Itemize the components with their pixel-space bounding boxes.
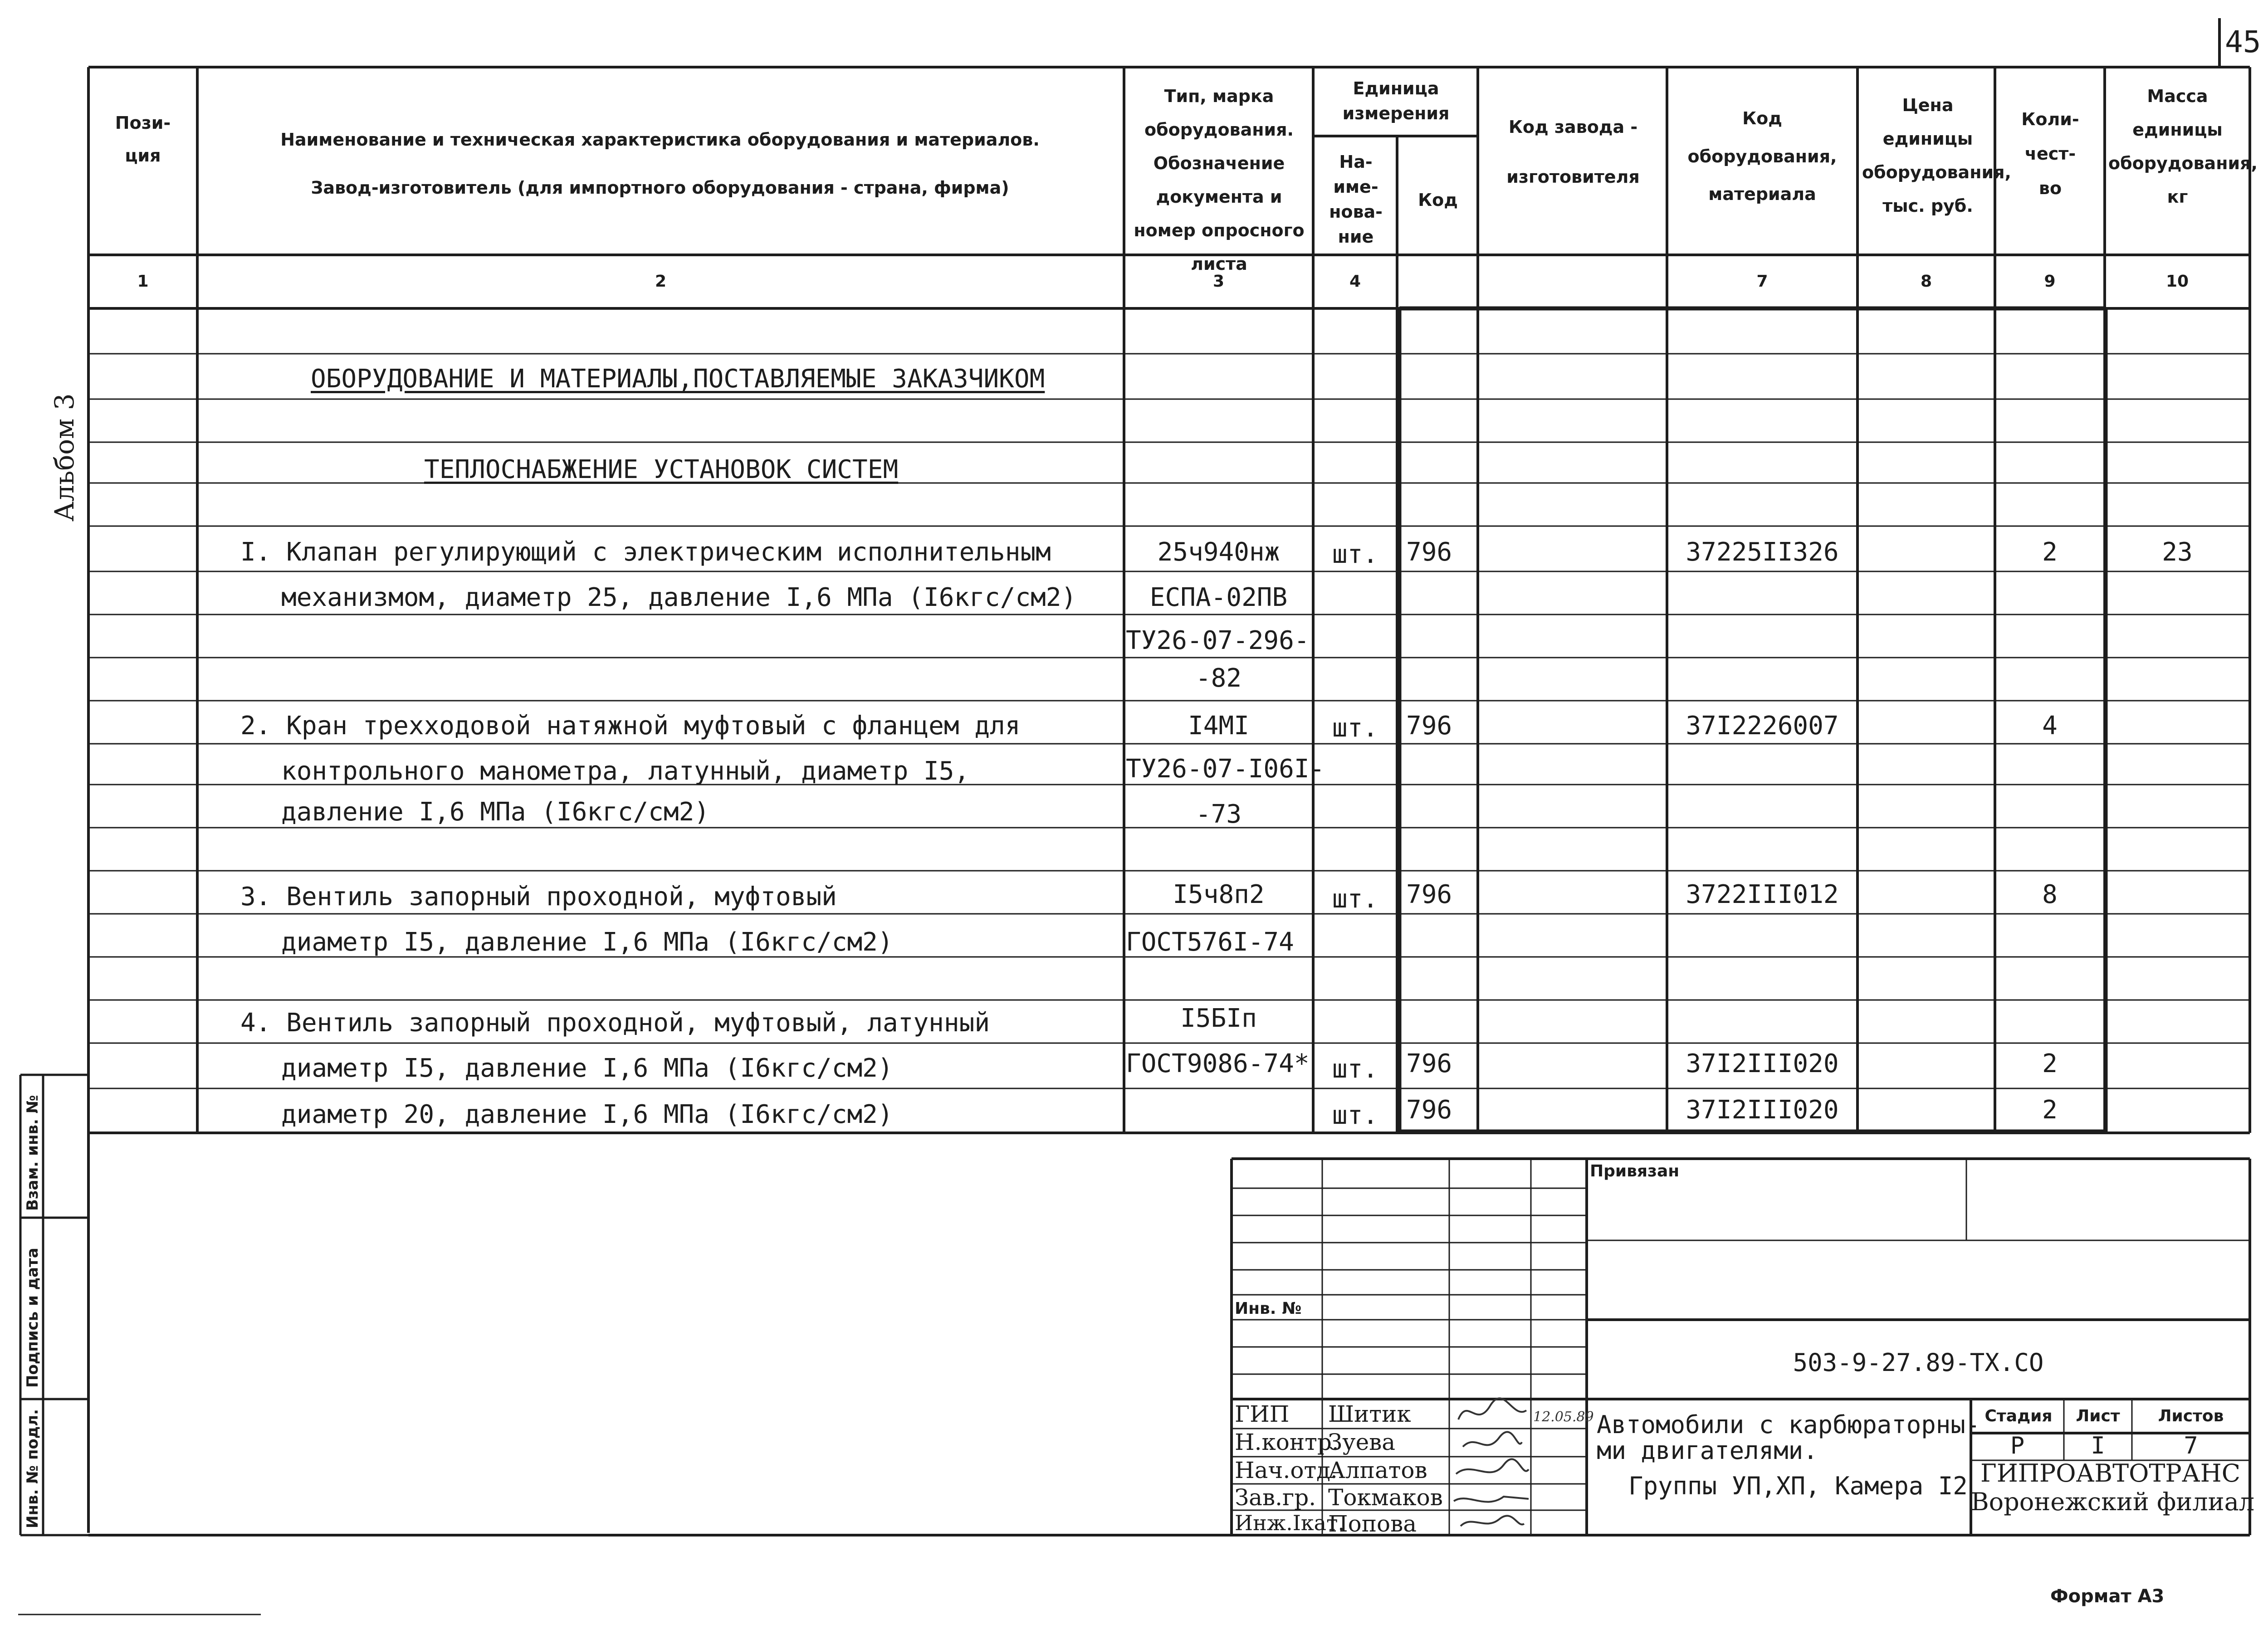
row-equip-code: 37225II326 [1686, 537, 1839, 567]
header-equip-code: Код оборудования, материала [1687, 108, 1837, 205]
side-stamp-signature-date: Подпись и дата [24, 1248, 42, 1388]
row-name: I. Клапан регулирующий с электрическим исполнительным [240, 537, 1051, 567]
org-branch: Воронежский филиал [1971, 1488, 2255, 1516]
row-unit: шт. [1332, 884, 1378, 914]
album-label: Альбом 3 [49, 393, 80, 522]
col-number-1: 1 [137, 272, 149, 291]
role-inzh: Инж.Iкат. [1235, 1511, 1345, 1535]
row-name: 2. Кран трехходовой натяжной муфтовый с фланцем для [240, 711, 1021, 741]
header-unit-group: Единица измерения [1342, 78, 1450, 124]
row-type: I5ч8п2 [1173, 880, 1265, 909]
row-qty: 2 [2042, 1049, 2058, 1078]
row-qty: 8 [2042, 880, 2058, 909]
row-type: ТУ26-07-I06I- [1126, 754, 1325, 784]
name-alpatov: Алпатов [1328, 1457, 1427, 1483]
row-name: 4. Вентиль запорный проходной, муфтовый, латунный [240, 1008, 990, 1038]
format-label: Формат А3 [2050, 1586, 2165, 1607]
row-type: ТУ26-07-296- [1126, 626, 1310, 655]
row-equip-code: 3722III012 [1686, 880, 1839, 909]
header-factory-code: Код завода - изготовителя [1506, 117, 1640, 187]
role-nachotd: Нач.отд. [1235, 1457, 1338, 1483]
row-name: диаметр I5, давление I,6 МПа (I6кгс/см2) [281, 1054, 893, 1083]
role-zavgr: Зав.гр. [1235, 1484, 1316, 1511]
header-unit-code: Код [1418, 190, 1458, 210]
row-mass: 23 [2162, 537, 2193, 567]
row-qty: 4 [2042, 711, 2058, 741]
row-type: 25ч940нж [1157, 537, 1280, 567]
row-equip-code: 37I2III020 [1686, 1095, 1839, 1125]
title-line-3: Группы УП,ХП, Камера I2 [1628, 1472, 1968, 1500]
row-unit: шт. [1332, 1054, 1378, 1084]
row-type: ГОСТ576I-74 [1126, 927, 1294, 957]
role-gip: ГИП [1235, 1401, 1290, 1427]
header-unit-name: На- име- нова- ние [1329, 152, 1383, 247]
sheets-value: 7 [2184, 1432, 2198, 1459]
row-type: ГОСТ9086-74* [1126, 1049, 1310, 1078]
header-type: Тип, марка оборудования. Обозначение документа и номер опросного листа [1134, 86, 1305, 274]
col-number-4: 4 [1349, 272, 1361, 291]
header-qty: Коли- чест- во [2021, 109, 2079, 198]
header-price: Цена единицы оборудования, тыс. руб. [1862, 95, 2011, 216]
org-name: ГИПРОАВТОТРАНС [1980, 1459, 2241, 1488]
row-unit-code: 796 [1406, 537, 1452, 567]
row-unit: шт. [1332, 713, 1378, 743]
row-type: I4MI [1188, 711, 1249, 741]
name-popova: Попова [1328, 1511, 1417, 1537]
row-unit-code: 796 [1406, 1095, 1452, 1125]
header-mass: Масса единицы оборудования, кг [2108, 86, 2258, 207]
sheet-value: I [2091, 1432, 2105, 1459]
row-unit-code: 796 [1406, 711, 1452, 741]
name-zueva: Зуева [1328, 1429, 1396, 1455]
row-name: диаметр 20, давление I,6 МПа (I6кгс/см2) [281, 1100, 893, 1129]
row-equip-code: 37I2III020 [1686, 1049, 1839, 1078]
row-name: диаметр I5, давление I,6 МПа (I6кгс/см2) [281, 927, 893, 957]
col-number-9: 9 [2044, 272, 2056, 291]
title-line-2: ми двигателями. [1597, 1436, 1818, 1465]
name-tokmakov: Токмаков [1328, 1484, 1443, 1511]
name-shitik: Шитик [1328, 1401, 1411, 1427]
section-title-heat-supply: ТЕПЛОСНАБЖЕНИЕ УСТАНОВОК СИСТЕМ [424, 455, 899, 484]
role-nkontr: Н.контр. [1235, 1429, 1339, 1455]
row-qty: 2 [2042, 1095, 2058, 1125]
signature-date: 12.05.89 [1533, 1409, 1594, 1425]
row-name: 3. Вентиль запорный проходной, муфтовый [240, 882, 837, 912]
row-type: -82 [1195, 663, 1242, 693]
header-pos: Пози- ция [115, 113, 171, 166]
row-qty: 2 [2042, 537, 2058, 567]
col-number-8: 8 [1920, 272, 1932, 291]
side-stamp-vzam-inv: Взам. инв. № [24, 1095, 42, 1211]
col-number-7: 7 [1756, 272, 1768, 291]
inv-no-label: Инв. № [1235, 1299, 1302, 1318]
row-type: I5БIп [1180, 1004, 1257, 1033]
row-unit: шт. [1332, 1101, 1378, 1130]
row-equip-code: 37I2226007 [1686, 711, 1839, 741]
row-name: механизмом, диаметр 25, давление I,6 МПа (I6кгс/см2) [281, 583, 1077, 612]
row-name: контрольного манометра, латунный, диаметр I5, [281, 756, 970, 786]
privyazan-label: Привязан [1590, 1162, 1680, 1180]
side-stamp-inv-podl: Инв. № подл. [24, 1409, 42, 1528]
row-type: ЕСПА-02ПВ [1149, 583, 1288, 612]
sheets-label: Листов [2158, 1407, 2224, 1425]
col-number-2: 2 [655, 272, 667, 291]
sheet-label: Лист [2076, 1407, 2120, 1425]
col-number-10: 10 [2165, 272, 2189, 291]
col-number-3: 3 [1212, 272, 1225, 291]
page-number: 45 [2225, 24, 2261, 59]
section-title-customer-supplied: ОБОРУДОВАНИЕ И МАТЕРИАЛЫ,ПОСТАВЛЯЕМЫЕ ЗАКАЗЧИКОМ [311, 364, 1045, 394]
stage-value: Р [2010, 1432, 2025, 1459]
document-code: 503-9-27.89-ТХ.СО [1793, 1348, 2044, 1377]
header-name: Наименование и техническая характеристика оборудования и материалов. Завод-изготовитель (для импортного оборудования - страна, фирма) [280, 130, 1040, 198]
row-type: -73 [1195, 800, 1242, 829]
row-name: давление I,6 МПа (I6кгс/см2) [281, 797, 710, 827]
title-line-1: Автомобили с карбюраторны- [1597, 1410, 1980, 1439]
signatures [1449, 1392, 1531, 1533]
row-unit: шт. [1332, 540, 1378, 569]
row-unit-code: 796 [1406, 880, 1452, 909]
row-unit-code: 796 [1406, 1049, 1452, 1078]
stage-label: Стадия [1984, 1407, 2053, 1425]
